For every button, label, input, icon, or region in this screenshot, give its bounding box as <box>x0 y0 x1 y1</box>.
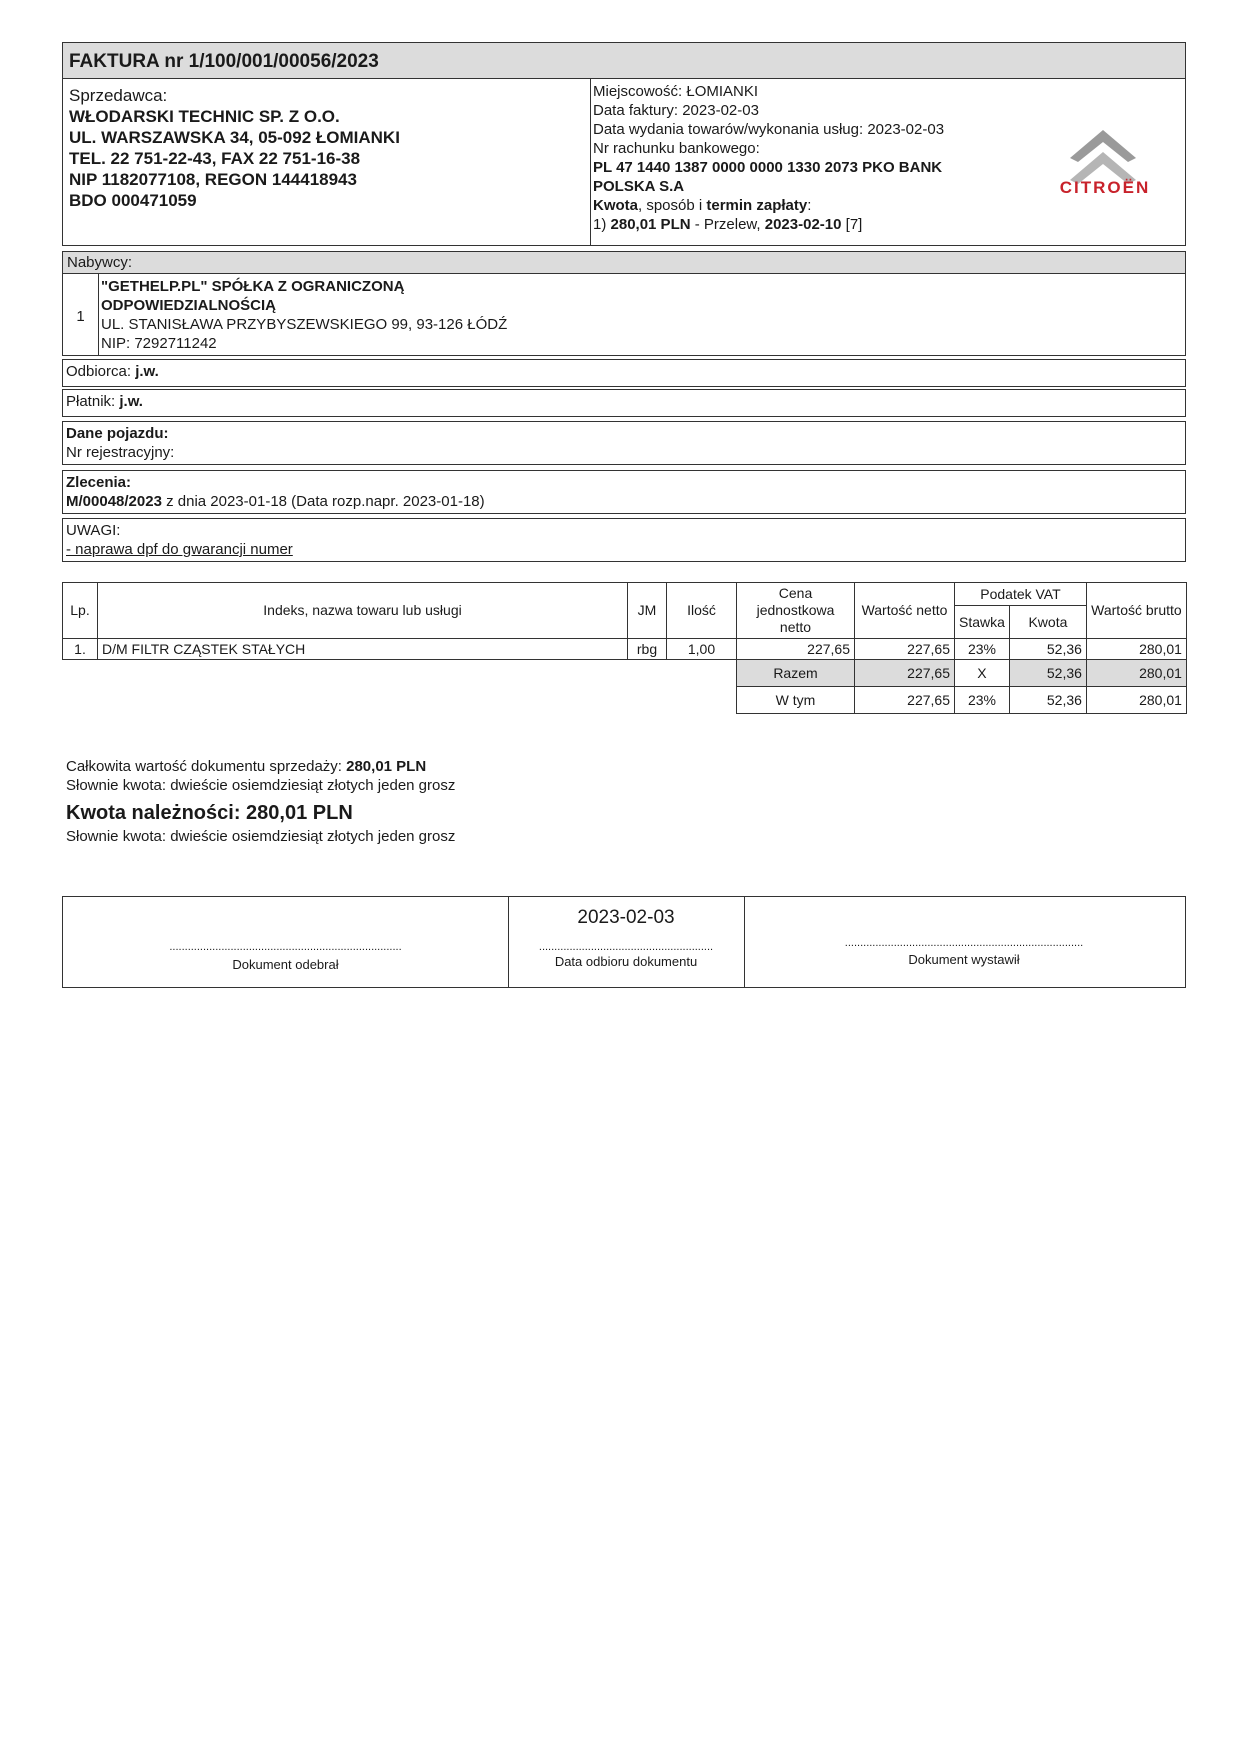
of-which-vat: 52,36 <box>1009 687 1086 714</box>
meta-bank-account-2: POLSKA S.A <box>593 178 685 195</box>
buyer-header <box>62 251 1186 273</box>
of-which-gross: 280,01 <box>1086 687 1186 714</box>
amount-due <box>66 801 353 825</box>
received-label: Dokument odebrał <box>232 957 339 972</box>
col-qty: Ilość <box>667 583 737 639</box>
of-which-rate: 23% <box>955 687 1010 714</box>
payment-method: - Przelew, <box>690 216 765 233</box>
words-label: Słownie kwota: <box>66 777 171 794</box>
received-dots: ............................................................................ <box>169 941 402 953</box>
row-unit-price: 227,65 <box>737 639 855 660</box>
vehicle-reg-label: Nr rejestracyjny: <box>66 444 175 461</box>
buyer-address: UL. STANISŁAWA PRZYBYSZEWSKIEGO 99, 93-126 ŁÓDŹ <box>101 316 508 333</box>
of-which-net: 227,65 <box>855 687 955 714</box>
total-value: 280,01 PLN <box>346 758 427 775</box>
buyer-label: Nabywcy: <box>67 254 133 271</box>
payment-due: 2023-02-10 <box>764 216 842 233</box>
words-line-2 <box>66 828 455 845</box>
col-vat-rate: Stawka <box>955 606 1010 639</box>
signature-date <box>508 897 745 987</box>
issued-label: Dokument wystawił <box>908 952 1020 967</box>
meta-bank-account-1: PL 47 1440 1387 0000 0000 1330 2073 PKO BANK <box>593 159 943 176</box>
col-vat-amount: Kwota <box>1009 606 1086 639</box>
meta-bank-label: Nr rachunku bankowego: <box>593 140 760 157</box>
buyer-name-2: ODPOWIEDZIALNOŚCIĄ <box>101 297 276 314</box>
notes-title: UWAGI: <box>66 522 121 539</box>
buyer-name-1: "GETHELP.PL" SPÓŁKA Z OGRANICZONĄ <box>101 278 405 295</box>
seller-address: UL. WARSZAWSKA 34, 05-092 ŁOMIANKI <box>69 128 400 147</box>
col-unit-price-2: jednostkowa <box>756 602 835 618</box>
amount-due-label: Kwota należności: <box>66 802 247 824</box>
order-number: M/00048/2023 <box>66 493 162 510</box>
issued-dots: .............................................................................. <box>844 937 1084 949</box>
amount-due-value: 280,01 PLN <box>246 802 353 824</box>
total-vat: 52,36 <box>1009 660 1086 687</box>
orders-section <box>62 470 1186 514</box>
notes-section <box>62 518 1186 562</box>
meta-invoice-date: Data faktury: 2023-02-03 <box>593 102 759 119</box>
signature-issued <box>744 897 1184 987</box>
of-which-label: W tym <box>737 687 855 714</box>
col-jm: JM <box>628 583 667 639</box>
row-lp: 1. <box>63 639 98 660</box>
buyer-nip: NIP: 7292711242 <box>101 335 217 352</box>
payment-prefix: 1) <box>593 216 611 233</box>
summary-block <box>66 757 455 795</box>
date-dots: ......................................................... <box>538 941 714 953</box>
payer-value: j.w. <box>119 393 143 410</box>
items-table <box>62 582 1187 714</box>
total-label: Razem <box>737 660 855 687</box>
signature-received <box>63 897 509 987</box>
col-vat: Podatek VAT <box>955 583 1087 606</box>
row-net: 227,65 <box>855 639 955 660</box>
words2-value: dwieście osiemdziesiąt złotych jeden grosz <box>170 828 456 845</box>
invoice-title-bar <box>62 42 1186 78</box>
seller-section <box>62 78 590 246</box>
meta-delivery-date: Data wydania towarów/wykonania usług: 2023-02-03 <box>593 121 945 138</box>
brand-logo-text: CITROËN <box>1059 178 1151 197</box>
row-vat: 52,36 <box>1009 639 1086 660</box>
seller-name: WŁODARSKI TECHNIC SP. Z O.O. <box>69 107 340 126</box>
col-unit-price-3: netto <box>779 619 812 635</box>
total-value-line <box>66 757 455 776</box>
recipient-label: Odbiorca: <box>66 363 136 380</box>
row-name: D/M FILTR CZĄSTEK STAŁYCH <box>98 639 628 660</box>
notes-text: - naprawa dpf do gwarancji numer <box>66 541 293 558</box>
seller-label: Sprzedawca: <box>69 86 168 105</box>
total-rate: X <box>955 660 1010 687</box>
row-rate: 23% <box>955 639 1010 660</box>
col-unit-price-1: Cena <box>778 585 813 601</box>
payer-label: Płatnik: <box>66 393 120 410</box>
of-which-row <box>63 687 1187 714</box>
table-header-row <box>63 583 1187 606</box>
vehicle-title: Dane pojazdu: <box>66 425 169 442</box>
row-gross: 280,01 <box>1086 639 1186 660</box>
col-lp: Lp. <box>63 583 98 639</box>
invoice-title: FAKTURA nr 1/100/001/00056/2023 <box>69 51 379 72</box>
col-net-value: Wartość netto <box>855 583 955 639</box>
row-jm: rbg <box>628 639 667 660</box>
payment-termin: termin zapłaty <box>706 197 808 214</box>
col-gross-value: Wartość brutto <box>1086 583 1186 639</box>
buyer-index: 1 <box>62 273 98 356</box>
vehicle-section <box>62 421 1186 465</box>
meta-payment-line <box>593 215 1183 234</box>
seller-bdo: BDO 000471059 <box>69 191 197 210</box>
words2-label: Słownie kwota: <box>66 828 171 845</box>
buyer-details <box>98 273 1186 356</box>
total-value-label: Całkowita wartość dokumentu sprzedaży: <box>66 758 347 775</box>
order-date-text: z dnia 2023-01-18 (Data rozp.napr. 2023-01-18) <box>161 493 485 510</box>
receipt-date-value: 2023-02-03 <box>577 907 675 928</box>
table-row <box>63 639 1187 660</box>
seller-phone: TEL. 22 751-22-43, FAX 22 751-16-38 <box>69 149 361 168</box>
orders-title: Zlecenia: <box>66 474 132 491</box>
col-unit-price <box>737 583 855 639</box>
row-qty: 1,00 <box>667 639 737 660</box>
total-gross: 280,01 <box>1086 660 1186 687</box>
total-row <box>63 660 1187 687</box>
receipt-date-label: Data odbioru dokumentu <box>554 954 698 969</box>
words-line <box>66 776 455 795</box>
recipient-row <box>62 359 1186 387</box>
col-name: Indeks, nazwa towaru lub usługi <box>98 583 628 639</box>
payer-row <box>62 389 1186 417</box>
orders-line <box>66 492 1182 511</box>
payment-days: [7] <box>841 216 863 233</box>
meta-place: Miejscowość: ŁOMIANKI <box>593 83 759 100</box>
signature-box <box>62 896 1186 988</box>
payment-kwota: Kwota <box>593 197 638 214</box>
payment-amount: 280,01 PLN <box>610 216 691 233</box>
words-value: dwieście osiemdziesiąt złotych jeden grosz <box>170 777 456 794</box>
payment-mid: , sposób i <box>638 197 707 214</box>
recipient-value: j.w. <box>135 363 159 380</box>
total-net: 227,65 <box>855 660 955 687</box>
payment-colon: : <box>807 197 812 214</box>
seller-nip: NIP 1182077108, REGON 144418943 <box>69 170 357 189</box>
